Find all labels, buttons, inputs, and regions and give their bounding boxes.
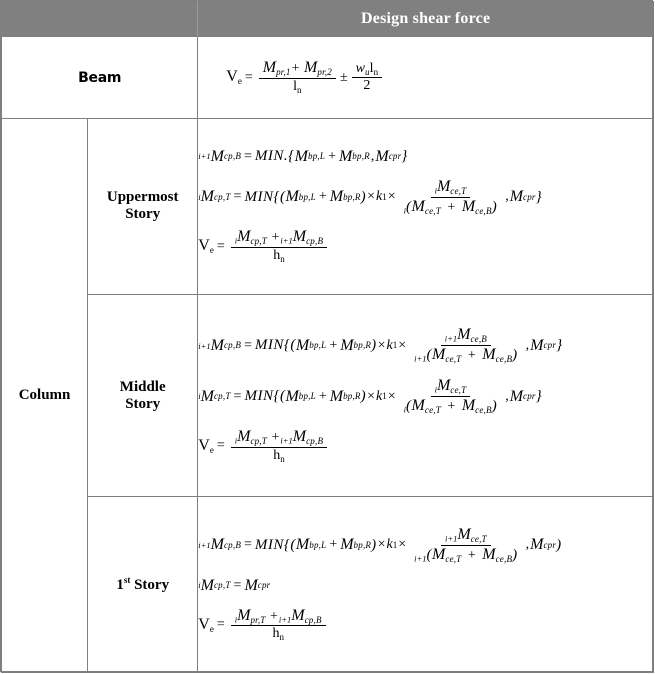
sub-cpB-f1: cp,B [223, 539, 242, 550]
comma-u1: , [370, 148, 375, 164]
sub-ceT-m2n: ce,T [450, 385, 467, 396]
pre-i-u2n: i [434, 185, 437, 196]
plus-m3n: + [271, 429, 280, 445]
sym-M-f1b: M [295, 536, 310, 554]
sub-pr1: pr,1 [276, 67, 291, 78]
rbrace-u1: } [401, 148, 408, 165]
row-label-uppermost-story [88, 119, 201, 295]
sub-cpB-m1: cp,B [223, 340, 242, 351]
eq-u3: = [216, 238, 225, 254]
sub-cpT-f2: cp,T [213, 580, 231, 591]
sub-ln2: n [373, 66, 379, 77]
sym-M-m2n: M [436, 377, 451, 395]
sym-M-m2c: M [329, 387, 344, 405]
sym-M-u3n1: M [237, 228, 251, 246]
times-f1: × [377, 537, 386, 553]
sub-cpB-f3n: cp,B [304, 614, 322, 625]
sym-k-m2: k [376, 388, 383, 404]
sub-cpr-m1: cpr [543, 340, 557, 351]
rparen-f1d: ) [512, 546, 518, 563]
lparen-m1d: ( [426, 347, 432, 364]
sub-bpR-u2: bp,R [343, 191, 361, 202]
first-story-number: 1 [116, 577, 124, 594]
lparen-u2: ( [279, 188, 286, 205]
header-blank-cell [2, 2, 198, 37]
pre-i-m2: i [198, 391, 201, 402]
frac-first-ve [231, 608, 326, 643]
sub-ceB-m2d: ce,B [475, 404, 492, 415]
sub-k1-m1: 1 [392, 340, 398, 351]
times-u2: × [367, 189, 376, 205]
eq-u2: = [233, 189, 242, 205]
pre-i1-f1n: i+1 [445, 533, 458, 544]
sub-bpL-u2: bp,L [298, 191, 316, 202]
lparen-m2: ( [279, 388, 286, 405]
min-m2: MIN [244, 388, 274, 405]
sym-M-m2d2: M [461, 397, 476, 415]
sym-M-m2e: M [509, 387, 524, 405]
sym-M-u2d1: M [411, 197, 425, 215]
middle-story-line1: Middle [119, 378, 166, 395]
lparen-m1: ( [290, 337, 296, 354]
sub-cpT-m2: cp,T [213, 391, 231, 402]
sym-M-u2b: M [285, 188, 299, 206]
sym-M-f1c: M [340, 536, 354, 554]
frac-first-1 [410, 527, 522, 564]
pre-i-u2d: i [403, 205, 407, 216]
min-u2: MIN [244, 188, 274, 205]
plus-m2: + [318, 388, 327, 404]
sym-V-sub: e [237, 75, 242, 86]
eq-m3: = [216, 438, 225, 454]
formula-upper-1 [198, 149, 653, 165]
sym-M-m3n1: M [237, 427, 251, 445]
plus-f1: + [329, 537, 338, 553]
sub-bpL-m2: bp,L [298, 391, 316, 402]
formula-cell-middle-story [198, 294, 654, 496]
formula-first-1 [198, 527, 653, 564]
sub-prT-f3n: pr,T [250, 614, 266, 625]
rbrace-m2: } [535, 388, 543, 405]
formula-upper-2 [198, 179, 653, 216]
sym-h-m3: h [273, 447, 281, 463]
pre-i1-m3n: i+1 [280, 435, 293, 446]
sym-M-u2n: M [436, 177, 451, 195]
sub-hn-f3: n [279, 632, 284, 643]
sym-two: 2 [363, 78, 371, 94]
sub-ln: n [297, 84, 302, 95]
lbrace-f1: { [283, 536, 291, 553]
rparen-u2: ) [360, 188, 367, 205]
sym-M-f1n: M [457, 525, 471, 543]
table-row-middle-story [2, 294, 654, 496]
sym-M-f2: M [200, 576, 214, 594]
lparen-m2d: ( [406, 398, 412, 415]
first-story-word: Story [134, 577, 170, 594]
plus-m1d: + [467, 348, 476, 364]
sub-bpR-m2: bp,R [343, 391, 361, 402]
sub-ceT-m1d: ce,T [445, 354, 462, 365]
plus-u2: + [318, 189, 327, 205]
table-row-uppermost-story [2, 119, 654, 295]
sym-M-m1c: M [340, 336, 354, 354]
times2-m2: × [387, 388, 396, 404]
sym-M-u3n2: M [292, 228, 307, 246]
sub-bpR-u1: bp,R [352, 151, 370, 162]
sym-h-f3: h [272, 626, 280, 642]
times-m1: × [377, 337, 386, 353]
frac-upper-ve [231, 229, 327, 264]
sym-h-u3: h [273, 248, 281, 264]
eq-u1: = [244, 148, 252, 164]
formula-mid-1 [198, 327, 653, 364]
sub-ceB-m1d: ce,B [495, 354, 513, 365]
first-story-ordinal-suffix: st [123, 575, 131, 586]
pre-i1-u3n: i+1 [280, 235, 293, 246]
times2-f1: × [398, 537, 407, 553]
table [1, 1, 654, 673]
lparen-f1d: ( [426, 546, 432, 563]
lbrace-u1: { [288, 148, 295, 165]
sub-cpr-m2: cpr [523, 391, 536, 402]
sub-wu: u [364, 66, 370, 77]
sub-pr2: pr,2 [317, 67, 332, 78]
formula-cell-uppermost-story [198, 119, 654, 295]
pre-i1-m1: i+1 [198, 340, 211, 351]
sub-cpT-u3n: cp,T [250, 236, 268, 247]
table-row-first-story [2, 497, 654, 673]
sym-M-u2: M [200, 188, 214, 206]
sub-ceT-f1n: ce,T [470, 533, 487, 544]
sym-k-u2: k [376, 189, 383, 205]
sub-ceB-u2d: ce,B [475, 205, 492, 216]
formula-beam-ve [226, 60, 653, 95]
rparen-f1end: ) [556, 536, 562, 553]
plus-f3n: + [270, 608, 278, 624]
times-m2: × [367, 388, 376, 404]
sub-bpR-f1: bp,R [353, 539, 372, 550]
sym-M-f3n1: M [237, 606, 251, 624]
eq-m1: = [244, 337, 252, 353]
row-label-first-story [88, 497, 201, 673]
rparen-m2d: ) [491, 398, 498, 415]
header-design-shear-force: Design shear force [198, 2, 654, 37]
row-label-column: Column [2, 119, 88, 673]
rparen-m1: ) [371, 337, 377, 354]
sym-M-m1: M [210, 336, 224, 354]
pre-i-f2: i [198, 580, 201, 591]
row-label-beam: Beam [2, 37, 198, 119]
plus-u3n: + [271, 230, 280, 246]
sym-V-sub-m3: e [209, 444, 214, 455]
sub-bpR-m1: bp,R [353, 340, 372, 351]
comma-m1: , [525, 337, 530, 353]
sym-M-u1: M [210, 147, 224, 165]
frac-mid-1 [410, 327, 522, 364]
rbrace-m1: } [556, 337, 563, 354]
sym-w: w [355, 60, 365, 76]
frac-wuln-over-2 [352, 62, 382, 94]
sym-plus1: + [291, 61, 300, 77]
sym-M-m2b: M [285, 387, 299, 405]
rparen-u2d: ) [491, 198, 498, 215]
times2-u2: × [387, 189, 396, 205]
sym-M1: M [262, 59, 277, 77]
sym-V-sub-u3: e [209, 245, 214, 256]
comma-m2: , [505, 388, 509, 404]
sub-cpr-f1: cpr [543, 539, 557, 550]
times2-m1: × [398, 337, 407, 353]
pre-i1-u1: i+1 [198, 151, 211, 162]
plus-m1: + [329, 337, 338, 353]
sym-M-f1: M [210, 536, 224, 554]
sub-k1-m2: 1 [382, 391, 387, 402]
sym-M-u2c: M [329, 188, 344, 206]
sym-V-m3: V [198, 436, 210, 454]
pre-i1-f3n: i+1 [278, 614, 292, 625]
sym-V-f3: V [198, 615, 210, 633]
formula-cell-first-story [198, 497, 654, 673]
pre-i-m3n: i [234, 435, 238, 446]
sub-cpr-f2: cpr [257, 580, 271, 591]
min-m1: MIN [254, 337, 284, 354]
formula-cell-beam [198, 37, 654, 119]
rbrace-u2: } [535, 188, 543, 205]
pre-i-u2: i [198, 191, 201, 202]
sym-M-u2d2: M [461, 197, 476, 215]
frac-upper-2 [400, 179, 502, 216]
uppermost-story-line2: Story [125, 206, 161, 223]
sym-M-f2b: M [244, 576, 258, 594]
rparen-f1: ) [371, 536, 377, 553]
sym-M2: M [304, 59, 318, 77]
row-label-middle-story [88, 294, 201, 496]
sym-M-u1b: M [294, 147, 308, 165]
pre-i-f3n: i [234, 614, 238, 625]
sub-cpr-u1: cpr [388, 151, 402, 162]
sub-cpB-m3n: cp,B [306, 435, 324, 446]
sym-M-m1d1: M [432, 346, 446, 364]
sub-k1-u2: 1 [382, 191, 387, 202]
table-row-beam [2, 37, 654, 119]
sym-plusminus: ± [339, 69, 348, 85]
pre-i-m2n: i [434, 384, 437, 395]
sub-bpL-u1: bp,L [308, 151, 326, 162]
sym-V: V [226, 68, 238, 86]
eq-f3: = [216, 616, 225, 632]
sub-hn-u3: n [280, 254, 285, 265]
sub-bpL-f1: bp,L [309, 539, 327, 550]
sub-ceT-m2d: ce,T [424, 404, 441, 415]
rparen-m1d: ) [512, 347, 518, 364]
sym-V-sub-f3: e [209, 623, 214, 634]
formula-first-2 [198, 578, 653, 594]
plus-u2d: + [447, 199, 456, 215]
sub-cpB-u3n: cp,B [306, 236, 324, 247]
sym-M-f1e: M [530, 536, 544, 554]
eq-f2: = [233, 577, 242, 593]
sym-k-m1: k [386, 337, 393, 353]
plus-f1d: + [467, 547, 476, 563]
min-f1: MIN [254, 536, 284, 553]
sub-ceT-u2d: ce,T [424, 205, 441, 216]
sub-ceT-f1d: ce,T [445, 553, 462, 564]
eq-m2: = [233, 388, 242, 404]
sym-M-f1d1: M [432, 545, 446, 563]
pre-i-m2d: i [403, 404, 407, 415]
sym-M-f3n2: M [291, 606, 305, 624]
sym-M-u1d: M [375, 147, 389, 165]
sym-V-u3: V [198, 237, 210, 255]
sym-M-m2d1: M [411, 397, 425, 415]
pre-i1-f1: i+1 [198, 539, 211, 550]
lbrace-m2: { [273, 388, 280, 405]
sub-bpL-m1: bp,L [309, 340, 327, 351]
uppermost-story-line1: Uppermost [106, 189, 179, 206]
sub-ceB-f1d: ce,B [495, 553, 513, 564]
middle-story-line2: Story [125, 395, 161, 412]
sym-equals: = [244, 69, 253, 85]
pre-i1-m1d: i+1 [414, 353, 427, 364]
sub-ceT-u2n: ce,T [450, 185, 467, 196]
lbrace-u2: { [273, 188, 280, 205]
table-header-row [2, 2, 654, 37]
formula-first-3 [198, 608, 653, 643]
sym-M-m3n2: M [292, 427, 307, 445]
sub-cpT-u2: cp,T [213, 191, 231, 202]
pre-i1-f1d: i+1 [414, 553, 427, 564]
pre-i-u3n: i [234, 235, 238, 246]
plus-m2d: + [447, 399, 456, 415]
eq-f1: = [244, 537, 252, 553]
sym-l2: l [369, 60, 374, 76]
sub-hn-m3: n [280, 453, 285, 464]
formula-mid-3 [198, 429, 653, 464]
sym-k-f1: k [386, 537, 393, 553]
sym-M-m1d2: M [482, 346, 496, 364]
lparen-f1: ( [290, 536, 296, 553]
sub-cpr-u2: cpr [523, 191, 536, 202]
comma-f1: , [525, 537, 530, 553]
frac-mid-2 [400, 378, 502, 415]
sub-k1-f1: 1 [392, 539, 398, 550]
sub-cpB-u1: cp,B [223, 151, 242, 162]
sub-cpT-m3n: cp,T [250, 435, 268, 446]
sym-l: l [293, 79, 298, 95]
formula-mid-2 [198, 378, 653, 415]
plus-u1: + [328, 148, 336, 164]
frac-mpr-over-ln [259, 60, 336, 95]
sym-M-u1c: M [338, 147, 353, 165]
lbrace-m1: { [283, 337, 291, 354]
sym-M-m2: M [200, 387, 214, 405]
sym-M-m1b: M [295, 336, 310, 354]
sym-M-m1n: M [457, 326, 471, 344]
sub-ceB-m1n: ce,B [470, 334, 488, 345]
sym-M-u2e: M [509, 188, 524, 206]
rparen-m2: ) [360, 388, 367, 405]
comma-u2: , [505, 189, 509, 205]
frac-mid-ve [231, 429, 327, 464]
formula-upper-3 [198, 229, 653, 264]
min-u1: MIN. [254, 148, 289, 165]
lparen-u2d: ( [406, 198, 412, 215]
sym-M-m1e: M [530, 336, 544, 354]
sym-M-f1d2: M [482, 545, 496, 563]
pre-i1-m1n: i+1 [444, 333, 458, 344]
